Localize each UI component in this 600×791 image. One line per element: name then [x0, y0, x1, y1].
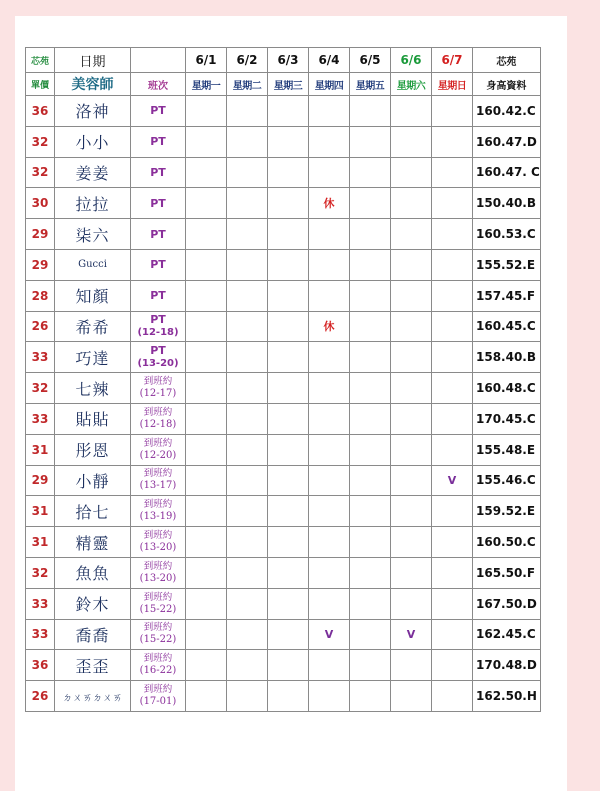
date-label: 日期: [55, 48, 131, 73]
day-cell: [432, 650, 473, 681]
day-cell: [309, 249, 350, 280]
rate-cell: 29: [26, 465, 55, 496]
rate-cell: 29: [26, 249, 55, 280]
shift-type: PT: [150, 313, 166, 327]
day-cell: [186, 373, 227, 404]
day-cell: [186, 157, 227, 188]
day-cell: [227, 219, 268, 250]
table-row: [26, 403, 541, 434]
shift-header: 班次: [131, 73, 186, 96]
day-cell: [186, 403, 227, 434]
spec-cell: 167.50.D: [473, 588, 541, 619]
shift-type: 到班約: [143, 530, 173, 542]
day-cell: [309, 219, 350, 250]
weekday-thu: 星期四: [309, 73, 350, 96]
day-cell: [268, 403, 309, 434]
therapist-name: 拾七: [55, 496, 131, 527]
therapist-name: ㄉㄨㄞㄉㄨㄞ: [55, 681, 131, 712]
day-cell: [391, 681, 432, 712]
day-cell: [227, 496, 268, 527]
weekday-fri: 星期五: [350, 73, 391, 96]
schedule-page: [15, 16, 567, 791]
day-cell: [350, 403, 391, 434]
day-cell: [391, 96, 432, 127]
therapist-name: 鈴木: [55, 588, 131, 619]
shift-cell: [131, 681, 186, 712]
shift-type: 到班約: [143, 591, 173, 603]
spec-cell: 160.45.C: [473, 311, 541, 342]
day-cell: [432, 342, 473, 373]
spec-cell: 165.50.F: [473, 557, 541, 588]
rate-cell: 33: [26, 403, 55, 434]
spec-cell: 157.45.F: [473, 280, 541, 311]
day-cell: [432, 280, 473, 311]
day-cell: [432, 557, 473, 588]
spec-cell: 160.47.D: [473, 126, 541, 157]
day-cell: [432, 311, 473, 342]
shift-type: 到班約: [143, 406, 173, 418]
day-cell: [432, 249, 473, 280]
day-cell: [350, 188, 391, 219]
day-cell: [350, 681, 391, 712]
day-cell: [227, 527, 268, 558]
day-cell: [391, 496, 432, 527]
day-cell: [350, 342, 391, 373]
rate-cell: 26: [26, 681, 55, 712]
day-cell: [350, 557, 391, 588]
therapist-name: 拉拉: [55, 188, 131, 219]
day-cell: [432, 219, 473, 250]
table-row: [26, 219, 541, 250]
day-cell: [186, 557, 227, 588]
table-row: [26, 249, 541, 280]
shift-time: (13-19): [139, 511, 177, 523]
day-cell: [227, 342, 268, 373]
shift-type: 到班約: [143, 468, 173, 480]
shift-type: PT: [150, 165, 166, 179]
spec-cell: 162.45.C: [473, 619, 541, 650]
therapist-header: 美容師: [55, 73, 131, 96]
day-cell: [268, 681, 309, 712]
day-cell: [227, 126, 268, 157]
shift-type: 到班約: [143, 622, 173, 634]
spec-cell: 170.48.D: [473, 650, 541, 681]
table-row: [26, 96, 541, 127]
shift-cell: [131, 126, 186, 157]
day-cell: [309, 403, 350, 434]
day-cell: [350, 126, 391, 157]
therapist-name: 魚魚: [55, 557, 131, 588]
shift-time: (13-20): [137, 358, 179, 370]
table-row: [26, 188, 541, 219]
shift-cell: [131, 342, 186, 373]
day-cell: [391, 219, 432, 250]
shift-cell: [131, 650, 186, 681]
day-cell: [268, 96, 309, 127]
date-6-2: 6/2: [227, 48, 268, 73]
weekday-mon: 星期一: [186, 73, 227, 96]
day-cell: [268, 249, 309, 280]
shift-cell: [131, 249, 186, 280]
day-cell: [309, 434, 350, 465]
table-row: [26, 311, 541, 342]
day-cell: [186, 681, 227, 712]
shift-type: PT: [150, 135, 166, 149]
rate-cell: 31: [26, 434, 55, 465]
day-cell: [268, 527, 309, 558]
spec-cell: 155.52.E: [473, 249, 541, 280]
day-cell: [186, 434, 227, 465]
day-cell: [268, 280, 309, 311]
day-cell: [227, 188, 268, 219]
weekday-tue: 星期二: [227, 73, 268, 96]
day-cell: [391, 588, 432, 619]
schedule-table: [25, 47, 541, 712]
rate-cell: 33: [26, 619, 55, 650]
day-cell: [309, 96, 350, 127]
shift-time: (12-17): [139, 388, 177, 400]
spec-cell: 170.45.C: [473, 403, 541, 434]
header-row-weekdays: [26, 73, 541, 96]
date-6-6: 6/6: [391, 48, 432, 73]
day-cell: [186, 311, 227, 342]
rate-header: 單價: [26, 73, 55, 96]
shift-type: 到班約: [143, 560, 173, 572]
day-cell: [227, 157, 268, 188]
weekday-wed: 星期三: [268, 73, 309, 96]
day-cell: [391, 434, 432, 465]
day-cell: [391, 311, 432, 342]
day-cell: [186, 188, 227, 219]
day-cell: [186, 496, 227, 527]
table-row: [26, 434, 541, 465]
day-cell: [432, 96, 473, 127]
day-cell: [268, 126, 309, 157]
day-cell: [432, 527, 473, 558]
day-cell: [350, 249, 391, 280]
shift-cell: [131, 527, 186, 558]
day-cell: [309, 527, 350, 558]
day-cell: [432, 188, 473, 219]
day-cell: [350, 311, 391, 342]
day-cell: [268, 650, 309, 681]
day-cell: [432, 157, 473, 188]
day-cell: [350, 219, 391, 250]
day-cell: V: [432, 465, 473, 496]
day-cell: [309, 681, 350, 712]
shift-cell: [131, 188, 186, 219]
spec-cell: 160.50.C: [473, 527, 541, 558]
day-cell: [350, 465, 391, 496]
shift-type: PT: [150, 196, 166, 210]
day-cell: [391, 403, 432, 434]
therapist-name: 小小: [55, 126, 131, 157]
day-cell: [432, 373, 473, 404]
day-cell: [268, 557, 309, 588]
day-cell: [391, 249, 432, 280]
table-row: [26, 557, 541, 588]
day-cell: [268, 342, 309, 373]
date-6-4: 6/4: [309, 48, 350, 73]
shift-time: (15-22): [139, 634, 177, 646]
day-cell: [309, 496, 350, 527]
rate-cell: 31: [26, 527, 55, 558]
day-cell: V: [391, 619, 432, 650]
rate-cell: 26: [26, 311, 55, 342]
right-brand: 芯苑: [473, 48, 541, 73]
day-cell: [391, 557, 432, 588]
day-cell: [268, 434, 309, 465]
rate-cell: 28: [26, 280, 55, 311]
day-cell: [227, 619, 268, 650]
shift-type: PT: [150, 344, 166, 358]
shift-cell: [131, 557, 186, 588]
therapist-name: 姜姜: [55, 157, 131, 188]
shift-cell: [131, 157, 186, 188]
day-cell: [309, 588, 350, 619]
day-cell: [309, 465, 350, 496]
rate-cell: 33: [26, 342, 55, 373]
day-cell: [432, 403, 473, 434]
day-cell: [268, 219, 309, 250]
shift-cell: [131, 373, 186, 404]
shift-type: 到班約: [143, 437, 173, 449]
shift-cell: [131, 588, 186, 619]
table-row: [26, 280, 541, 311]
therapist-name: 小靜: [55, 465, 131, 496]
day-cell: [391, 188, 432, 219]
table-row: [26, 157, 541, 188]
spec-cell: 160.53.C: [473, 219, 541, 250]
day-cell: [432, 434, 473, 465]
day-cell: [186, 280, 227, 311]
day-cell: [186, 465, 227, 496]
table-row: [26, 126, 541, 157]
rate-cell: 29: [26, 219, 55, 250]
day-cell: [432, 588, 473, 619]
shift-type: 到班約: [143, 684, 173, 696]
day-cell: [309, 126, 350, 157]
day-cell: [186, 126, 227, 157]
day-cell: [391, 157, 432, 188]
shift-type: PT: [150, 289, 166, 303]
shift-cell: [131, 219, 186, 250]
shift-cell: [131, 434, 186, 465]
shift-cell: [131, 403, 186, 434]
weekday-sat: 星期六: [391, 73, 432, 96]
shift-cell: [131, 619, 186, 650]
therapist-name: 精靈: [55, 527, 131, 558]
shift-time: (13-17): [139, 480, 177, 492]
rate-cell: 33: [26, 588, 55, 619]
spec-cell: 162.50.H: [473, 681, 541, 712]
day-cell: [350, 496, 391, 527]
day-cell: [309, 557, 350, 588]
shift-type: PT: [150, 227, 166, 241]
rate-cell: 36: [26, 650, 55, 681]
table-row: [26, 465, 541, 496]
day-cell: [268, 157, 309, 188]
day-cell: [350, 527, 391, 558]
table-row: [26, 681, 541, 712]
rate-cell: 30: [26, 188, 55, 219]
day-cell: [432, 681, 473, 712]
date-6-7: 6/7: [432, 48, 473, 73]
day-cell: 休: [309, 311, 350, 342]
shift-time: (17-01): [139, 696, 177, 708]
day-cell: [350, 650, 391, 681]
day-cell: [350, 434, 391, 465]
day-cell: [309, 650, 350, 681]
day-cell: [391, 373, 432, 404]
therapist-name: 貼貼: [55, 403, 131, 434]
day-cell: [186, 249, 227, 280]
corner-brand: 芯苑: [26, 48, 55, 73]
day-cell: V: [309, 619, 350, 650]
day-cell: [227, 280, 268, 311]
spec-cell: 155.48.E: [473, 434, 541, 465]
day-cell: [186, 650, 227, 681]
day-cell: [186, 588, 227, 619]
day-cell: [391, 527, 432, 558]
day-cell: [350, 619, 391, 650]
table-row: [26, 588, 541, 619]
shift-time: (12-20): [139, 449, 177, 461]
day-cell: [186, 219, 227, 250]
spec-cell: 160.47. C: [473, 157, 541, 188]
table-row: [26, 373, 541, 404]
day-cell: [350, 157, 391, 188]
spec-cell: 160.42.C: [473, 96, 541, 127]
shift-time: (12-18): [137, 327, 179, 339]
rate-cell: 36: [26, 96, 55, 127]
therapist-name: 喬喬: [55, 619, 131, 650]
spec-cell: 159.52.E: [473, 496, 541, 527]
day-cell: [186, 342, 227, 373]
shift-cell: [131, 280, 186, 311]
day-cell: [309, 157, 350, 188]
spec-cell: 158.40.B: [473, 342, 541, 373]
header-row-dates: [26, 48, 541, 73]
day-cell: [391, 342, 432, 373]
day-cell: [227, 557, 268, 588]
shift-type: PT: [150, 258, 166, 272]
day-cell: [391, 280, 432, 311]
shift-cell: [131, 96, 186, 127]
shift-cell: [131, 465, 186, 496]
shift-type: PT: [150, 104, 166, 118]
shift-cell: [131, 496, 186, 527]
rate-cell: 32: [26, 557, 55, 588]
day-cell: [227, 403, 268, 434]
therapist-name: 彤恩: [55, 434, 131, 465]
rate-cell: 31: [26, 496, 55, 527]
therapist-name: 歪歪: [55, 650, 131, 681]
therapist-name: 七辣: [55, 373, 131, 404]
day-cell: [227, 465, 268, 496]
day-cell: [186, 619, 227, 650]
therapist-name: 知顏: [55, 280, 131, 311]
shift-type: 到班約: [143, 499, 173, 511]
day-cell: [268, 311, 309, 342]
date-6-5: 6/5: [350, 48, 391, 73]
day-cell: [268, 619, 309, 650]
day-cell: [309, 280, 350, 311]
table-row: [26, 619, 541, 650]
day-cell: [227, 681, 268, 712]
day-cell: [268, 373, 309, 404]
rate-cell: 32: [26, 373, 55, 404]
therapist-name: 洛神: [55, 96, 131, 127]
day-cell: [227, 373, 268, 404]
day-cell: [432, 496, 473, 527]
day-cell: [227, 650, 268, 681]
day-cell: [391, 126, 432, 157]
spec-cell: 155.46.C: [473, 465, 541, 496]
rate-cell: 32: [26, 126, 55, 157]
therapist-name: 希希: [55, 311, 131, 342]
shift-time: (13-20): [139, 542, 177, 554]
spec-header: 身高資料: [473, 73, 541, 96]
day-cell: [309, 342, 350, 373]
shift-time: (15-22): [139, 603, 177, 615]
day-cell: [309, 373, 350, 404]
day-cell: [227, 311, 268, 342]
table-row: [26, 342, 541, 373]
rate-cell: 32: [26, 157, 55, 188]
day-cell: [186, 527, 227, 558]
shift-type: 到班約: [143, 376, 173, 388]
shift-cell: [131, 311, 186, 342]
table-row: [26, 527, 541, 558]
shift-time: (12-18): [139, 418, 177, 430]
spec-cell: 150.40.B: [473, 188, 541, 219]
day-cell: [186, 96, 227, 127]
day-cell: [268, 188, 309, 219]
therapist-name: 柒六: [55, 219, 131, 250]
date-6-3: 6/3: [268, 48, 309, 73]
day-cell: [350, 588, 391, 619]
therapist-name: 巧達: [55, 342, 131, 373]
table-row: [26, 650, 541, 681]
table-row: [26, 496, 541, 527]
therapist-name: Gucci: [55, 249, 131, 280]
day-cell: 休: [309, 188, 350, 219]
day-cell: [227, 249, 268, 280]
shift-type: 到班約: [143, 653, 173, 665]
day-cell: [391, 650, 432, 681]
day-cell: [350, 96, 391, 127]
blank-header-cell: [131, 48, 186, 73]
day-cell: [227, 96, 268, 127]
day-cell: [391, 465, 432, 496]
shift-time: (16-22): [139, 665, 177, 677]
day-cell: [268, 465, 309, 496]
day-cell: [268, 496, 309, 527]
day-cell: [350, 280, 391, 311]
weekday-sun: 星期日: [432, 73, 473, 96]
day-cell: [432, 619, 473, 650]
day-cell: [227, 588, 268, 619]
spec-cell: 160.48.C: [473, 373, 541, 404]
day-cell: [268, 588, 309, 619]
day-cell: [432, 126, 473, 157]
day-cell: [350, 373, 391, 404]
date-6-1: 6/1: [186, 48, 227, 73]
day-cell: [227, 434, 268, 465]
shift-time: (13-20): [139, 572, 177, 584]
